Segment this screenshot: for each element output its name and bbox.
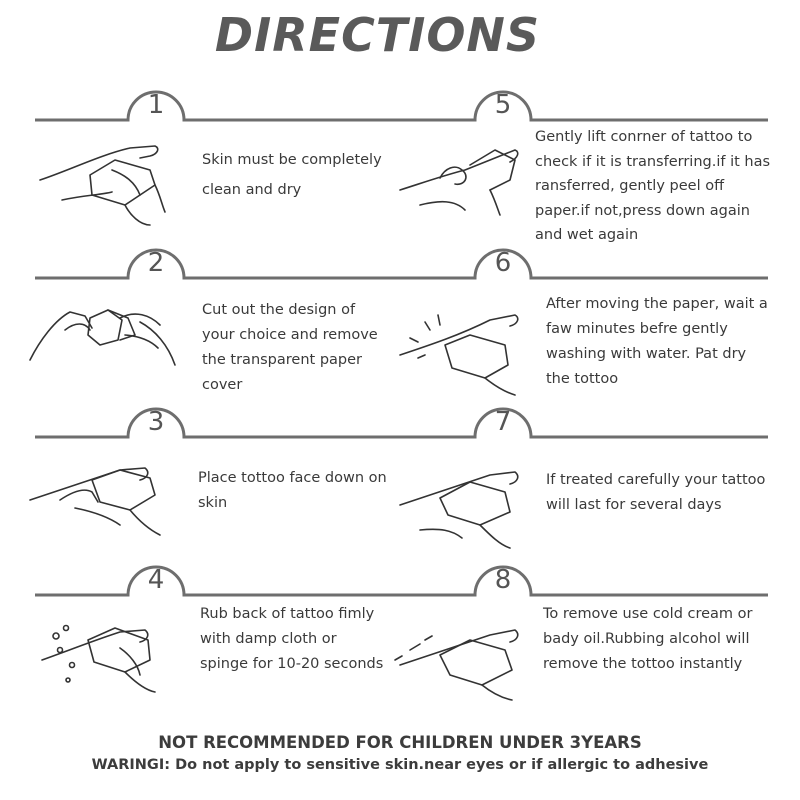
step-text-3: Place tottoo face down on skin [198, 470, 387, 511]
step-text-7: If treated carefully your tattoo will last for several days [546, 472, 766, 513]
hand-removing-tattoo-icon [395, 630, 518, 700]
hand-washing-water-icon [400, 315, 518, 395]
hands-wiping-skin-icon [40, 146, 165, 225]
step-text-1: Skin must be completely clean and dry [202, 152, 382, 198]
hands-peeling-paper-icon [30, 310, 175, 365]
step-text-8: To remove use cold cream or bady oil.Rubbing alcohol will remove the tottoo instantly [543, 606, 753, 672]
hand-placing-tattoo-icon [30, 468, 160, 535]
divider-row-2 [35, 250, 768, 278]
page-title: DIRECTIONS [214, 8, 541, 62]
step-number-6: 6 [494, 248, 512, 278]
hand-lifting-corner-icon [400, 150, 518, 215]
divider-row-3 [35, 409, 768, 437]
step-text-2: Cut out the design of your choice and remove the transparent paper cover [202, 302, 378, 393]
hand-patting-dry-icon [400, 472, 518, 548]
warning-main: NOT RECOMMENDED FOR CHILDREN UNDER 3YEARS [158, 733, 642, 752]
divider-row-1 [35, 92, 768, 120]
step-number-3: 3 [147, 407, 165, 437]
step-number-7: 7 [494, 407, 512, 437]
step-number-1: 1 [147, 90, 165, 120]
step-number-2: 2 [147, 248, 165, 278]
step-text-5: Gently lift conrner of tattoo to check if it is transferring.if it has ransferred, gently peel off paper.if not,press down again and wet again [535, 129, 771, 243]
step-number-8: 8 [494, 565, 512, 595]
divider-row-4 [35, 567, 768, 595]
step-number-5: 5 [494, 90, 512, 120]
step-text-4: Rub back of tattoo fimly with damp cloth or spinge for 10-20 seconds [200, 606, 384, 672]
warning-sub: WARINGI: Do not apply to sensitive skin.near eyes or if allergic to adhesive [91, 757, 709, 773]
hand-rubbing-damp-cloth-icon [42, 626, 155, 693]
step-text-6: After moving the paper, wait a faw minutes befre gently washing with water. Pat dry the tottoo [546, 296, 768, 387]
step-number-4: 4 [147, 565, 165, 595]
